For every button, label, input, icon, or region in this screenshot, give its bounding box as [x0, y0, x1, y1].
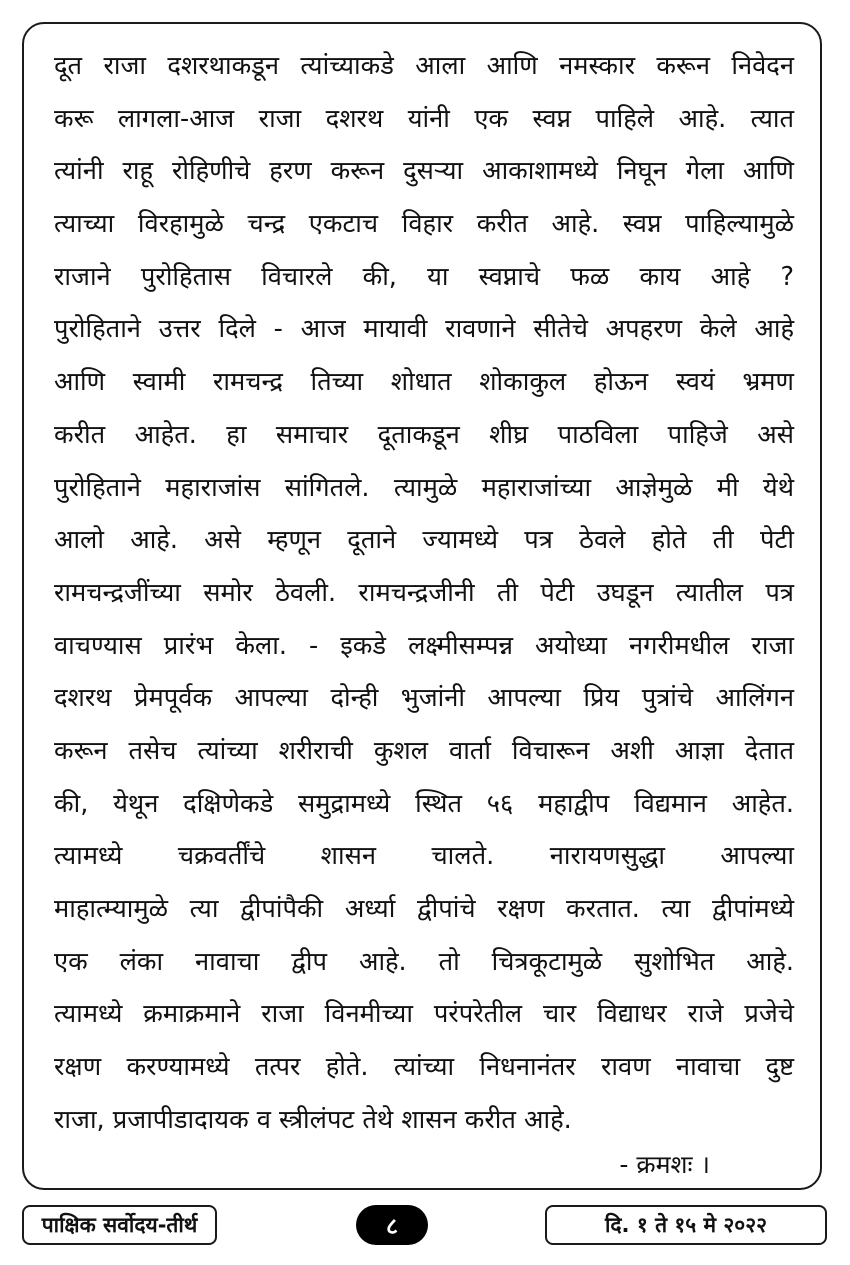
page-number: ८ — [356, 1205, 428, 1245]
text-line: त्यांनी राहू रोहिणीचे हरण करून दुसऱ्या आकाशामध्ये निघून गेला आणि — [54, 156, 794, 187]
text-line: आणि स्वामी रामचन्द्र तिच्या शोधात शोकाकुल होऊन स्वयं भ्रमण — [54, 367, 794, 398]
text-line: पुरोहिताने उत्तर दिले - आज मायावी रावणाने सीतेचे अपहरण केले आहे — [54, 314, 794, 345]
article-body — [54, 40, 794, 1146]
text-line: त्यामध्ये क्रमाक्रमाने राजा विनमीच्या परंपरेतील चार विद्याधर राजे प्रजेचे — [54, 999, 794, 1030]
text-line: त्यामध्ये चक्रवर्तींचे शासन चालते. नारायणसुद्धा आपल्या — [54, 841, 794, 872]
text-line: करू लागला-आज राजा दशरथ यांनी एक स्वप्न पाहिले आहे. त्यात — [54, 103, 794, 134]
issue-date: दि. १ ते १५ मे २०२२ — [545, 1205, 827, 1245]
text-line: दूत राजा दशरथाकडून त्यांच्याकडे आला आणि नमस्कार करून निवेदन — [54, 51, 794, 81]
text-line: करीत आहेत. हा समाचार दूताकडून शीघ्र पाठविला पाहिजे असे — [54, 419, 794, 450]
text-line: वाचण्यास प्रारंभ केला. - इकडे लक्ष्मीसम्पन्न अयोध्या नगरीमधील राजा — [54, 630, 794, 661]
text-line: माहात्म्यामुळे त्या द्वीपांपैकी अर्ध्या द्वीपांचे रक्षण करतात. त्या द्वीपांमध्ये — [54, 894, 794, 924]
text-line: करून तसेच त्यांच्या शरीराची कुशल वार्ता विचारून अशी आज्ञा देतात — [54, 735, 794, 766]
text-line: पुरोहिताने महाराजांस सांगितले. त्यामुळे महाराजांच्या आज्ञेमुळे मी येथे — [54, 472, 794, 503]
text-line: रामचन्द्रजींच्या समोर ठेवली. रामचन्द्रजीनी ती पेटी उघडून त्यातील पत्र — [54, 577, 794, 608]
text-line: राजाने पुरोहितास विचारले की, या स्वप्नाचे फळ काय आहे ? — [54, 261, 794, 292]
text-line: रक्षण करण्यामध्ये तत्पर होते. त्यांच्या निधनानंतर रावण नावाचा दुष्ट — [54, 1052, 794, 1083]
text-line: एक लंका नावाचा द्वीप आहे. तो चित्रकूटामुळे सुशोभित आहे. — [54, 946, 794, 977]
text-line: दशरथ प्रेमपूर्वक आपल्या दोन्ही भुजांनी आपल्या प्रिय पुत्रांचे आलिंगन — [54, 683, 794, 714]
text-line: आलो आहे. असे म्हणून दूताने ज्यामध्ये पत्र ठेवले होते ती पेटी — [54, 525, 794, 556]
publication-name: पाक्षिक सर्वोदय-तीर्थ — [22, 1205, 217, 1245]
text-line: की, येथून दक्षिणेकडे समुद्रामध्ये स्थित ५६ महाद्वीप विद्यमान आहेत. — [54, 788, 794, 819]
text-line: राजा, प्रजापीडादायक व स्त्रीलंपट तेथे शासन करीत आहे. — [54, 1104, 572, 1135]
continued-note: - क्रमशः । — [619, 1150, 710, 1179]
text-line: त्याच्या विरहामुळे चन्द्र एकटाच विहार करीत आहे. स्वप्न पाहिल्यामुळे — [54, 209, 794, 240]
